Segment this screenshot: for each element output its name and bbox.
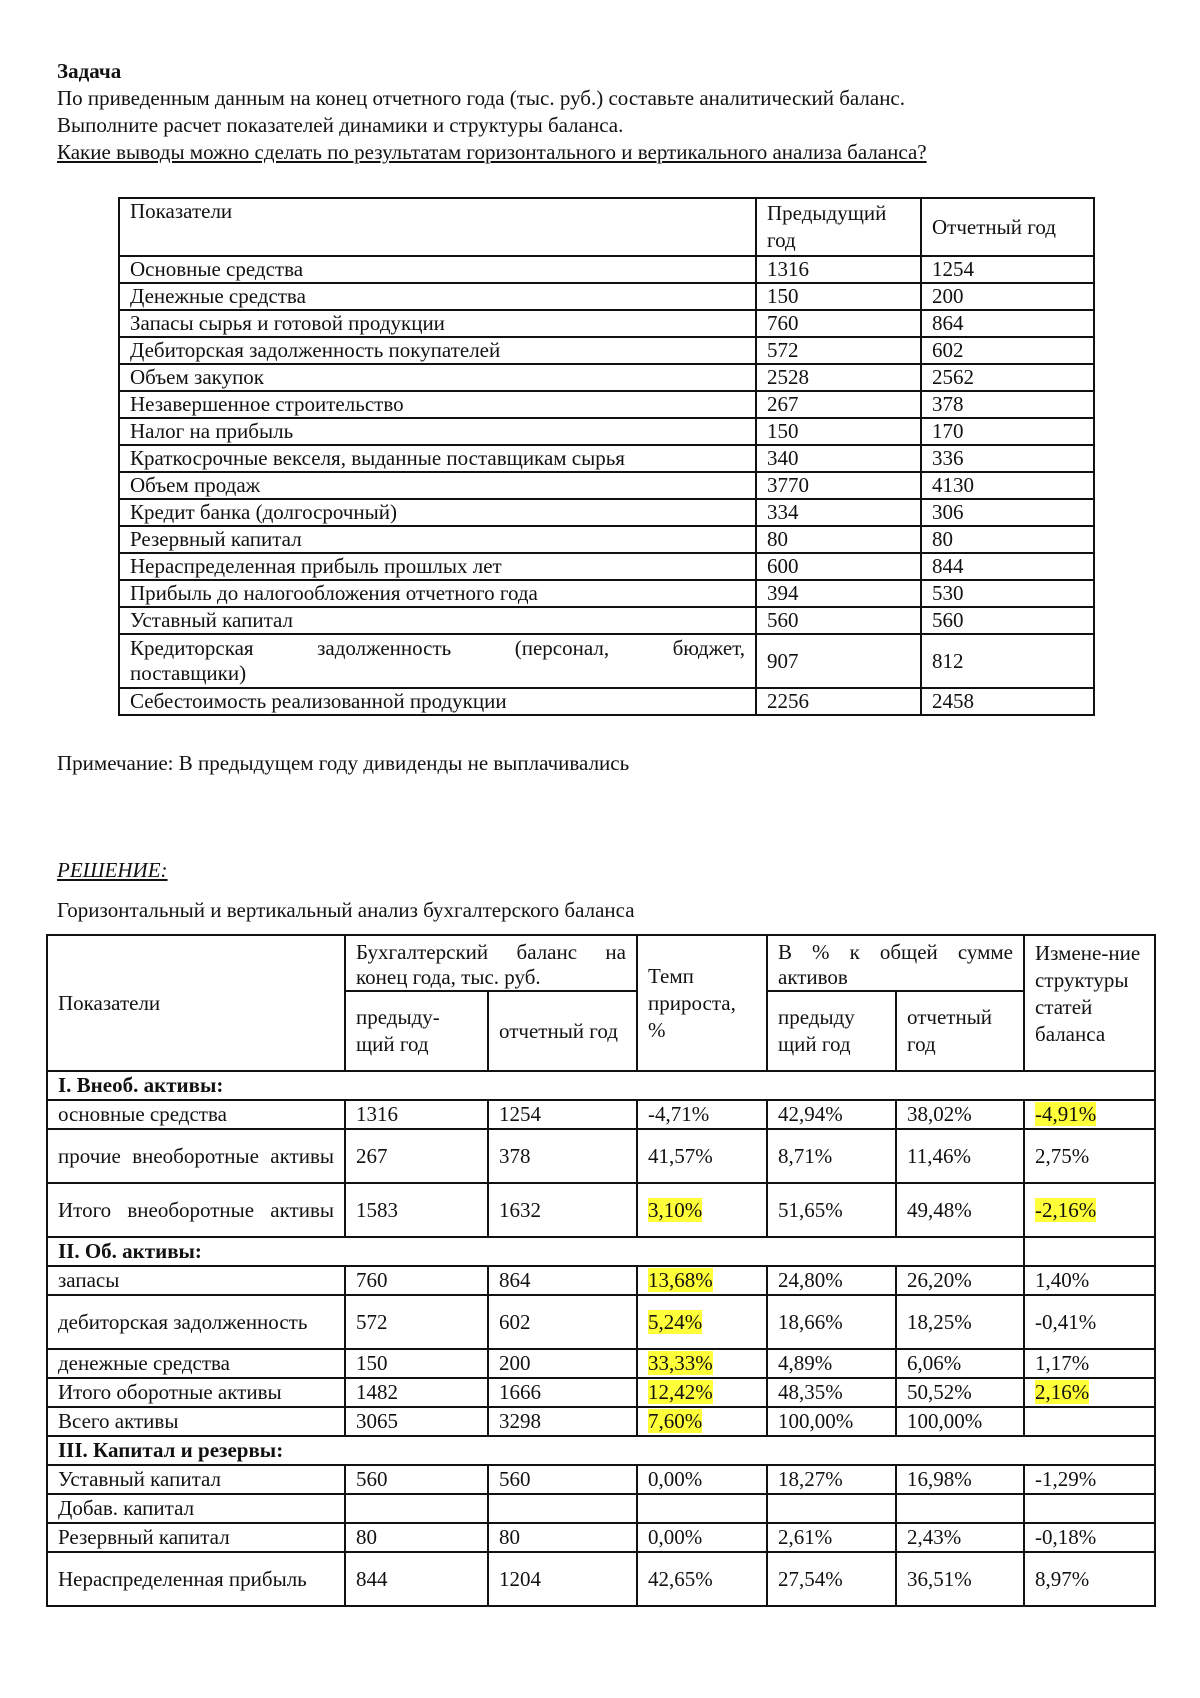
row-name: Уставный капитал	[47, 1465, 345, 1494]
row-name: Незавершенное строительство	[119, 391, 756, 418]
row-share-curr: 100,00%	[896, 1407, 1024, 1436]
analysis-table	[46, 934, 1156, 1607]
table-row	[47, 1494, 1155, 1523]
row-growth: 0,00%	[637, 1465, 767, 1494]
task-line-1: По приведенным данным на конец отчетного года (тыс. руб.) составьте аналитический баланс.	[57, 86, 905, 110]
row-curr: 336	[921, 445, 1094, 472]
row-share-curr: 6,06%	[896, 1349, 1024, 1378]
row-change	[1024, 1378, 1155, 1407]
row-prev: 760	[756, 310, 921, 337]
row-prev: 560	[345, 1465, 488, 1494]
row-name-line-1: Кредиторская задолженность (персонал, бюджет,	[130, 636, 745, 660]
highlighted-value: 5,24%	[648, 1309, 703, 1334]
row-name: Резервный капитал	[47, 1523, 345, 1552]
solution-label: РЕШЕНИЕ:	[57, 858, 168, 882]
row-share-curr: 50,52%	[896, 1378, 1024, 1407]
row-share-prev: 42,94%	[767, 1100, 896, 1129]
row-prev: 150	[345, 1349, 488, 1378]
table-row	[119, 607, 1094, 634]
row-curr: 200	[488, 1349, 637, 1378]
row-name: Дебиторская задолженность покупателей	[119, 337, 756, 364]
table-row	[119, 580, 1094, 607]
row-curr: 1204	[488, 1552, 637, 1606]
row-curr: 378	[488, 1129, 637, 1183]
row-share-curr: 18,25%	[896, 1295, 1024, 1349]
row-share-curr: 38,02%	[896, 1100, 1024, 1129]
table-header-row	[119, 198, 1094, 256]
task-question: Какие выводы можно сделать по результатам горизонтального и вертикального анализа баланса?	[57, 140, 927, 164]
row-share-curr: 2,43%	[896, 1523, 1024, 1552]
row-prev: 760	[345, 1266, 488, 1295]
row-growth	[637, 1266, 767, 1295]
table-row	[119, 364, 1094, 391]
task-title: Задача	[57, 59, 122, 83]
row-share-curr	[896, 1494, 1024, 1523]
highlighted-value: -2,16%	[1035, 1197, 1097, 1222]
table-row	[47, 1407, 1155, 1436]
highlighted-value: 7,60%	[648, 1409, 703, 1433]
row-share-prev: 27,54%	[767, 1552, 896, 1606]
table-row	[119, 391, 1094, 418]
section-row	[47, 1237, 1155, 1266]
row-name: Прибыль до налогообложения отчетного года	[119, 580, 756, 607]
row-name-line-2: поставщики)	[130, 661, 247, 685]
row-curr: 170	[921, 418, 1094, 445]
row-share-prev: 48,35%	[767, 1378, 896, 1407]
row-name: Себестоимость реализованной продукции	[119, 688, 756, 715]
row-curr: 602	[921, 337, 1094, 364]
row-curr: 2562	[921, 364, 1094, 391]
row-change	[1024, 1407, 1155, 1436]
row-curr: 864	[921, 310, 1094, 337]
highlighted-value: 2,16%	[1035, 1380, 1090, 1404]
header-growth: Темп прироста, %	[637, 935, 767, 1071]
row-share-curr: 16,98%	[896, 1465, 1024, 1494]
row-curr	[488, 1494, 637, 1523]
row-prev: 267	[345, 1129, 488, 1183]
row-growth	[637, 1349, 767, 1378]
table-row	[47, 1295, 1155, 1349]
table-row	[119, 526, 1094, 553]
row-name: Краткосрочные векселя, выданные поставщикам сырья	[119, 445, 756, 472]
table-row	[119, 445, 1094, 472]
table-row	[47, 1349, 1155, 1378]
row-curr: 80	[488, 1523, 637, 1552]
row-share-curr: 49,48%	[896, 1183, 1024, 1237]
row-prev: 394	[756, 580, 921, 607]
table-row	[119, 283, 1094, 310]
row-name: Основные средства	[119, 256, 756, 283]
row-curr: 812	[921, 634, 1094, 688]
row-prev: 1482	[345, 1378, 488, 1407]
row-change	[1024, 1183, 1155, 1237]
row-growth: -4,71%	[637, 1100, 767, 1129]
highlighted-value: 33,33%	[648, 1351, 713, 1375]
row-prev: 3770	[756, 472, 921, 499]
table-row	[119, 310, 1094, 337]
row-growth	[637, 1183, 767, 1237]
row-name: прочие внеоборотные активы	[47, 1129, 345, 1183]
row-name: Нераспределенная прибыль	[47, 1552, 345, 1606]
row-change: -0,41%	[1024, 1295, 1155, 1349]
row-prev: 150	[756, 418, 921, 445]
header-balance: Бухгалтерский баланс на конец года, тыс. руб.	[345, 935, 637, 991]
row-name: дебиторская задолженность	[47, 1295, 345, 1349]
section-current: II. Об. активы:	[47, 1237, 1024, 1266]
row-growth	[637, 1295, 767, 1349]
row-name: Всего активы	[47, 1407, 345, 1436]
row-prev: 572	[756, 337, 921, 364]
section-noncurrent: I. Внеоб. активы:	[47, 1071, 1155, 1100]
table-row	[119, 256, 1094, 283]
row-share-prev: 4,89%	[767, 1349, 896, 1378]
row-curr: 378	[921, 391, 1094, 418]
section-row	[47, 1436, 1155, 1465]
row-curr: 306	[921, 499, 1094, 526]
task-line-2: Выполните расчет показателей динамики и структуры баланса.	[57, 113, 624, 137]
row-name: Резервный капитал	[119, 526, 756, 553]
row-name: Уставный капитал	[119, 607, 756, 634]
row-prev: 334	[756, 499, 921, 526]
section-empty-cell	[1024, 1237, 1155, 1266]
row-growth	[637, 1378, 767, 1407]
row-change: 1,40%	[1024, 1266, 1155, 1295]
row-name: Налог на прибыль	[119, 418, 756, 445]
row-name: Нераспределенная прибыль прошлых лет	[119, 553, 756, 580]
row-share-prev: 24,80%	[767, 1266, 896, 1295]
row-share-prev: 8,71%	[767, 1129, 896, 1183]
row-change: -0,18%	[1024, 1523, 1155, 1552]
row-name: основные средства	[47, 1100, 345, 1129]
row-prev: 3065	[345, 1407, 488, 1436]
row-growth: 41,57%	[637, 1129, 767, 1183]
row-growth	[637, 1494, 767, 1523]
row-share-prev: 100,00%	[767, 1407, 896, 1436]
table-row	[47, 1523, 1155, 1552]
row-prev: 340	[756, 445, 921, 472]
row-curr: 844	[921, 553, 1094, 580]
row-prev: 844	[345, 1552, 488, 1606]
row-prev: 1316	[756, 256, 921, 283]
header-indicators: Показатели	[47, 935, 345, 1071]
row-prev: 1583	[345, 1183, 488, 1237]
row-prev: 572	[345, 1295, 488, 1349]
row-curr: 530	[921, 580, 1094, 607]
row-name: денежные средства	[47, 1349, 345, 1378]
row-prev: 80	[345, 1523, 488, 1552]
table-row	[47, 1378, 1155, 1407]
row-prev: 560	[756, 607, 921, 634]
row-prev: 2528	[756, 364, 921, 391]
row-prev	[345, 1494, 488, 1523]
table-row	[47, 1552, 1155, 1606]
row-change	[1024, 1100, 1155, 1129]
row-name: Кредит банка (долгосрочный)	[119, 499, 756, 526]
row-change: 8,97%	[1024, 1552, 1155, 1606]
row-curr: 1632	[488, 1183, 637, 1237]
analysis-title: Горизонтальный и вертикальный анализ бухгалтерского баланса	[57, 898, 635, 922]
row-share-curr: 26,20%	[896, 1266, 1024, 1295]
row-prev: 150	[756, 283, 921, 310]
row-curr: 560	[921, 607, 1094, 634]
row-prev: 2256	[756, 688, 921, 715]
row-curr: 1254	[488, 1100, 637, 1129]
table-row	[47, 1266, 1155, 1295]
table-row	[119, 472, 1094, 499]
row-name: Объем закупок	[119, 364, 756, 391]
table-row	[119, 418, 1094, 445]
row-name: Запасы сырья и готовой продукции	[119, 310, 756, 337]
row-curr: 200	[921, 283, 1094, 310]
row-growth	[637, 1407, 767, 1436]
row-curr: 602	[488, 1295, 637, 1349]
table-row	[47, 1129, 1155, 1183]
table-row	[119, 499, 1094, 526]
header-share-prev: предыду щий год	[767, 991, 896, 1071]
row-share-curr: 36,51%	[896, 1552, 1024, 1606]
header-curr-year: Отчетный год	[921, 198, 1094, 256]
row-name: запасы	[47, 1266, 345, 1295]
row-curr: 80	[921, 526, 1094, 553]
header-indicators: Показатели	[119, 198, 756, 256]
section-row	[47, 1071, 1155, 1100]
row-change	[1024, 1494, 1155, 1523]
table-row	[119, 634, 1094, 688]
header-prev-year: Предыдущий год	[756, 198, 921, 256]
row-change: -1,29%	[1024, 1465, 1155, 1494]
row-share-prev: 18,27%	[767, 1465, 896, 1494]
row-name: Итого внеоборотные активы	[47, 1183, 345, 1237]
note-text: Примечание: В предыдущем году дивиденды не выплачивались	[57, 751, 630, 775]
highlighted-value: 12,42%	[648, 1380, 713, 1404]
row-prev: 1316	[345, 1100, 488, 1129]
row-name	[119, 634, 756, 688]
row-growth: 0,00%	[637, 1523, 767, 1552]
header-share-curr: отчетный год	[896, 991, 1024, 1071]
row-curr: 1254	[921, 256, 1094, 283]
row-curr: 864	[488, 1266, 637, 1295]
row-curr: 2458	[921, 688, 1094, 715]
row-change: 2,75%	[1024, 1129, 1155, 1183]
analysis-header-row-1	[47, 935, 1155, 991]
highlighted-value: 3,10%	[648, 1197, 703, 1222]
header-curr-year: отчетный год	[488, 991, 637, 1071]
table-row	[47, 1465, 1155, 1494]
task-section	[57, 58, 1150, 166]
row-name: Добав. капитал	[47, 1494, 345, 1523]
row-prev: 600	[756, 553, 921, 580]
header-change: Измене-ние структуры статей баланса	[1024, 935, 1155, 1071]
row-name: Итого оборотные активы	[47, 1378, 345, 1407]
row-share-curr: 11,46%	[896, 1129, 1024, 1183]
row-share-prev: 18,66%	[767, 1295, 896, 1349]
row-curr: 560	[488, 1465, 637, 1494]
row-curr: 1666	[488, 1378, 637, 1407]
row-growth: 42,65%	[637, 1552, 767, 1606]
row-name: Объем продаж	[119, 472, 756, 499]
row-prev: 267	[756, 391, 921, 418]
highlighted-value: -4,91%	[1035, 1102, 1097, 1126]
table-row	[47, 1100, 1155, 1129]
highlighted-value: 13,68%	[648, 1268, 713, 1292]
table-row	[47, 1183, 1155, 1237]
header-share: В % к общей сумме активов	[767, 935, 1024, 991]
table-row	[119, 688, 1094, 715]
row-share-prev	[767, 1494, 896, 1523]
section-capital: III. Капитал и резервы:	[47, 1436, 1155, 1465]
row-share-prev: 51,65%	[767, 1183, 896, 1237]
row-curr: 4130	[921, 472, 1094, 499]
row-prev: 80	[756, 526, 921, 553]
row-share-prev: 2,61%	[767, 1523, 896, 1552]
table-row	[119, 337, 1094, 364]
row-prev: 907	[756, 634, 921, 688]
row-change: 1,17%	[1024, 1349, 1155, 1378]
source-data-table	[118, 197, 1095, 716]
row-name: Денежные средства	[119, 283, 756, 310]
table-row	[119, 553, 1094, 580]
header-prev-year: предыду-щий год	[345, 991, 488, 1071]
row-curr: 3298	[488, 1407, 637, 1436]
